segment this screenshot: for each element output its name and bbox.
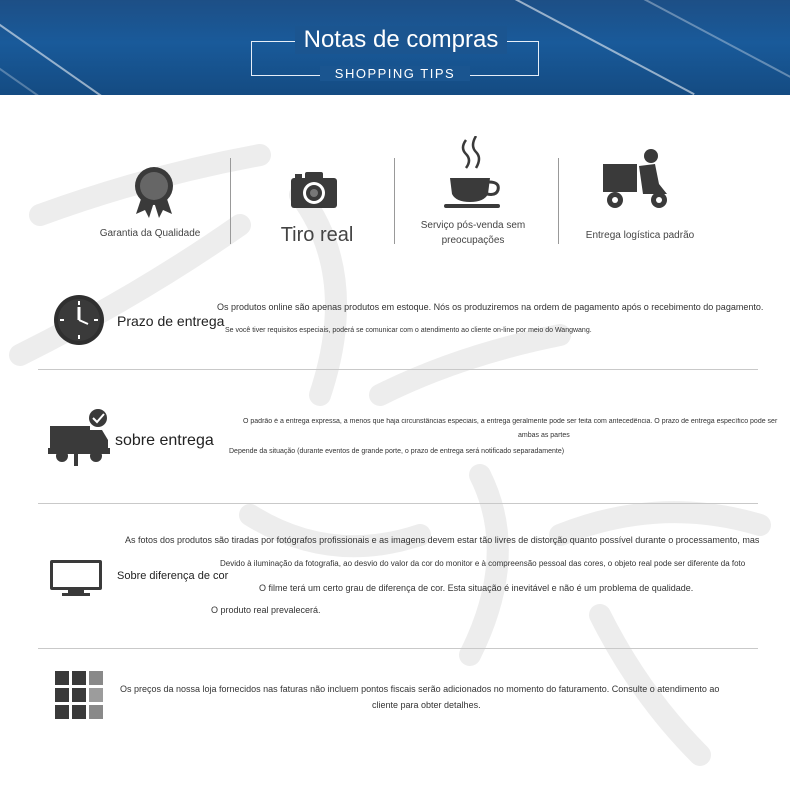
about-delivery-note: Depende da situação (durante eventos de grande porte, o prazo de entrega será notificado separadamente): [229, 448, 565, 455]
feature-divider: [394, 158, 395, 244]
section-title-about-delivery: sobre entrega: [115, 432, 214, 449]
header-banner: [0, 0, 790, 95]
delivery-time-text: Os produtos online são apenas produtos em estoque. Nós os produziremos na ordem de pagamento após o recebimento do pagamento.: [217, 302, 764, 312]
section-divider: [38, 503, 758, 504]
price-note-text: Os preços da nossa loja fornecidos nas faturas não incluem pontos fiscais serão adicionados no momento do faturamento. Consulte o atendimento ao: [120, 684, 720, 694]
price-note-text-cont: cliente para obter detalhes.: [372, 700, 481, 710]
camera-icon: [291, 172, 337, 208]
feature-divider: [558, 158, 559, 244]
page-title: Notas de compras: [295, 26, 507, 54]
clock-icon: [53, 294, 105, 346]
color-difference-text-3: O filme terá um certo grau de diferença de cor. Esta situação é inevitável e não é um problema de qualidade.: [259, 583, 694, 593]
section-title-color-difference: Sobre diferença de cor: [117, 570, 229, 582]
color-difference-text-4: O produto real prevalecerá.: [211, 605, 321, 615]
section-divider: [38, 648, 758, 649]
grid-icon: [55, 671, 103, 719]
delivery-scooter-icon: [603, 148, 671, 210]
section-title-delivery-time: Prazo de entrega: [117, 313, 225, 329]
section-divider: [38, 369, 758, 370]
feature-label-delivery: Entrega logística padrão: [585, 230, 695, 241]
quality-badge-icon: [132, 166, 176, 218]
delivery-truck-icon: [48, 408, 110, 466]
color-difference-text: As fotos dos produtos são tiradas por fotógrafos profissionais e as imagens devem estar tão livres de distorção quanto possível durante o processamento, mas: [125, 535, 760, 545]
banner-stripe: [610, 0, 790, 85]
coffee-cup-icon: [444, 136, 502, 210]
color-difference-text-2: Devido à iluminação da fotografia, ao desvio do valor da cor do monitor e à compreensão pessoal das cores, o objeto real pode ser diferente da foto: [220, 559, 746, 568]
feature-divider: [230, 158, 231, 244]
monitor-icon: [50, 560, 102, 596]
delivery-time-note: Se você tiver requisitos especiais, poderá se comunicar com o atendimento ao cliente on-line por meio do Wangwang.: [225, 327, 592, 334]
feature-label-after-sales: Serviço pós-venda sem preocupações: [420, 220, 526, 246]
feature-label-quality: Garantia da Qualidade: [99, 228, 201, 239]
feature-label-real-shot: Tiro real: [280, 224, 354, 246]
page-subtitle: SHOPPING TIPS: [320, 66, 470, 81]
about-delivery-text: O padrão é a entrega expressa, a menos que haja circunstâncias especiais, a entrega geralmente pode ser feita com antecedência. O prazo de entrega específico pode ser: [243, 418, 778, 425]
about-delivery-text-cont: ambas as partes: [518, 432, 570, 439]
